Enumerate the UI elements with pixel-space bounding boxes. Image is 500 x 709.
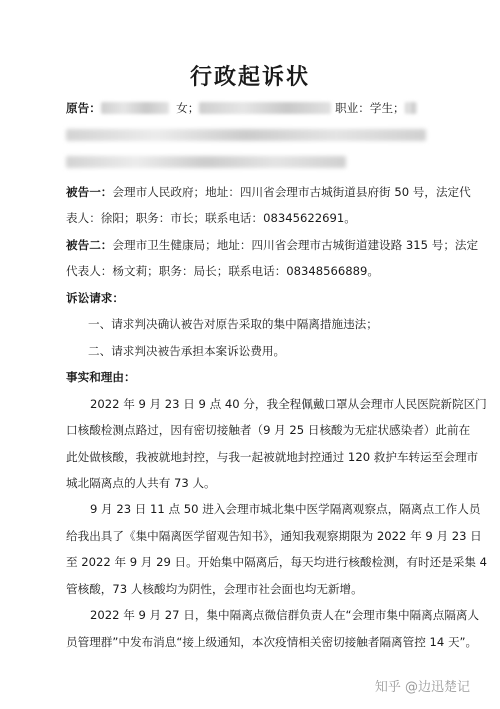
redacted-line-1 bbox=[66, 129, 426, 141]
claim-item-1: 一、请求判决确认被告对原告采取的集中隔离措施违法； bbox=[88, 317, 378, 331]
redacted-info bbox=[199, 102, 331, 114]
defendant2-label: 被告二： bbox=[66, 238, 113, 252]
claims-heading: 诉讼请求： bbox=[66, 291, 124, 305]
defendant2-line1 bbox=[66, 237, 478, 253]
claim-item-2: 二、请求判决被告承担本案诉讼费用。 bbox=[88, 344, 286, 358]
defendant2-line2: 代表人：杨文莉；职务：局长；联系电话：08348566889。 bbox=[66, 264, 380, 278]
plaintiff-line bbox=[66, 100, 417, 116]
document-title: 行政起诉状 bbox=[189, 65, 310, 90]
defendant1-text1: 会理市人民政府；地址：四川省会理市古城街道县府街 50 号，法定代 bbox=[112, 185, 471, 199]
facts-p2-line3: 至 2022 年 9 月 29 日。开始集中隔离后，每天均进行核酸检测，有时还是采集 4 bbox=[66, 555, 488, 569]
defendant1-line2: 表人：徐阳；职务：市长；联系电话：08345622691。 bbox=[66, 211, 356, 225]
watermark: 知乎 @边迅楚记 bbox=[374, 680, 470, 695]
facts-p1-line1: 2022 年 9 月 23 日 9 点 40 分，我全程佩戴口罩从会理市人民医院新院区门 bbox=[90, 397, 487, 411]
redacted-info-tail bbox=[405, 102, 417, 114]
redacted-line-2 bbox=[66, 156, 346, 168]
defendant1-label: 被告一： bbox=[66, 185, 113, 199]
facts-p3-line1: 2022 年 9 月 27 日，集中隔离点微信群负责人在“会理市集中隔离点隔离人 bbox=[90, 608, 480, 622]
facts-p1-line4: 城北隔离点的人共有 73 人。 bbox=[66, 476, 216, 490]
facts-p2-line1: 9 月 23 日 11 点 50 进入会理市城北集中医学隔离观察点，隔离点工作人员 bbox=[90, 502, 481, 516]
plaintiff-occupation: 职业：学生； bbox=[335, 101, 405, 115]
redacted-name bbox=[101, 102, 169, 114]
facts-heading: 事实和理由： bbox=[66, 370, 136, 384]
defendant1-line1 bbox=[66, 184, 471, 200]
facts-p1-line3: 此处做核酸，我被就地封控，与我一起被就地封控通过 120 救护车转运至会理市 bbox=[66, 450, 479, 464]
facts-p2-line2: 给我出具了《集中隔离医学留观告知书》，通知我观察期限为 2022 年 9 月 23 日 bbox=[66, 529, 482, 543]
defendant2-text1: 会理市卫生健康局；地址：四川省会理市古城街道建设路 315 号；法定 bbox=[112, 238, 479, 252]
facts-p1-line2: 口核酸检测点路过，因有密切接触者（9 月 25 日核酸为无症状感染者）此前在 bbox=[66, 423, 471, 437]
plaintiff-gender: 女； bbox=[176, 101, 200, 115]
facts-p3-line2: 员管理群”中发布消息“接上级通知，本次疫情相关密切接触者隔离管控 14 天”。 bbox=[66, 635, 478, 649]
facts-p2-line4: 管核酸，73 人核酸均为阴性，会理市社会面也均无新增。 bbox=[66, 582, 363, 596]
plaintiff-label: 原告： bbox=[66, 101, 101, 115]
